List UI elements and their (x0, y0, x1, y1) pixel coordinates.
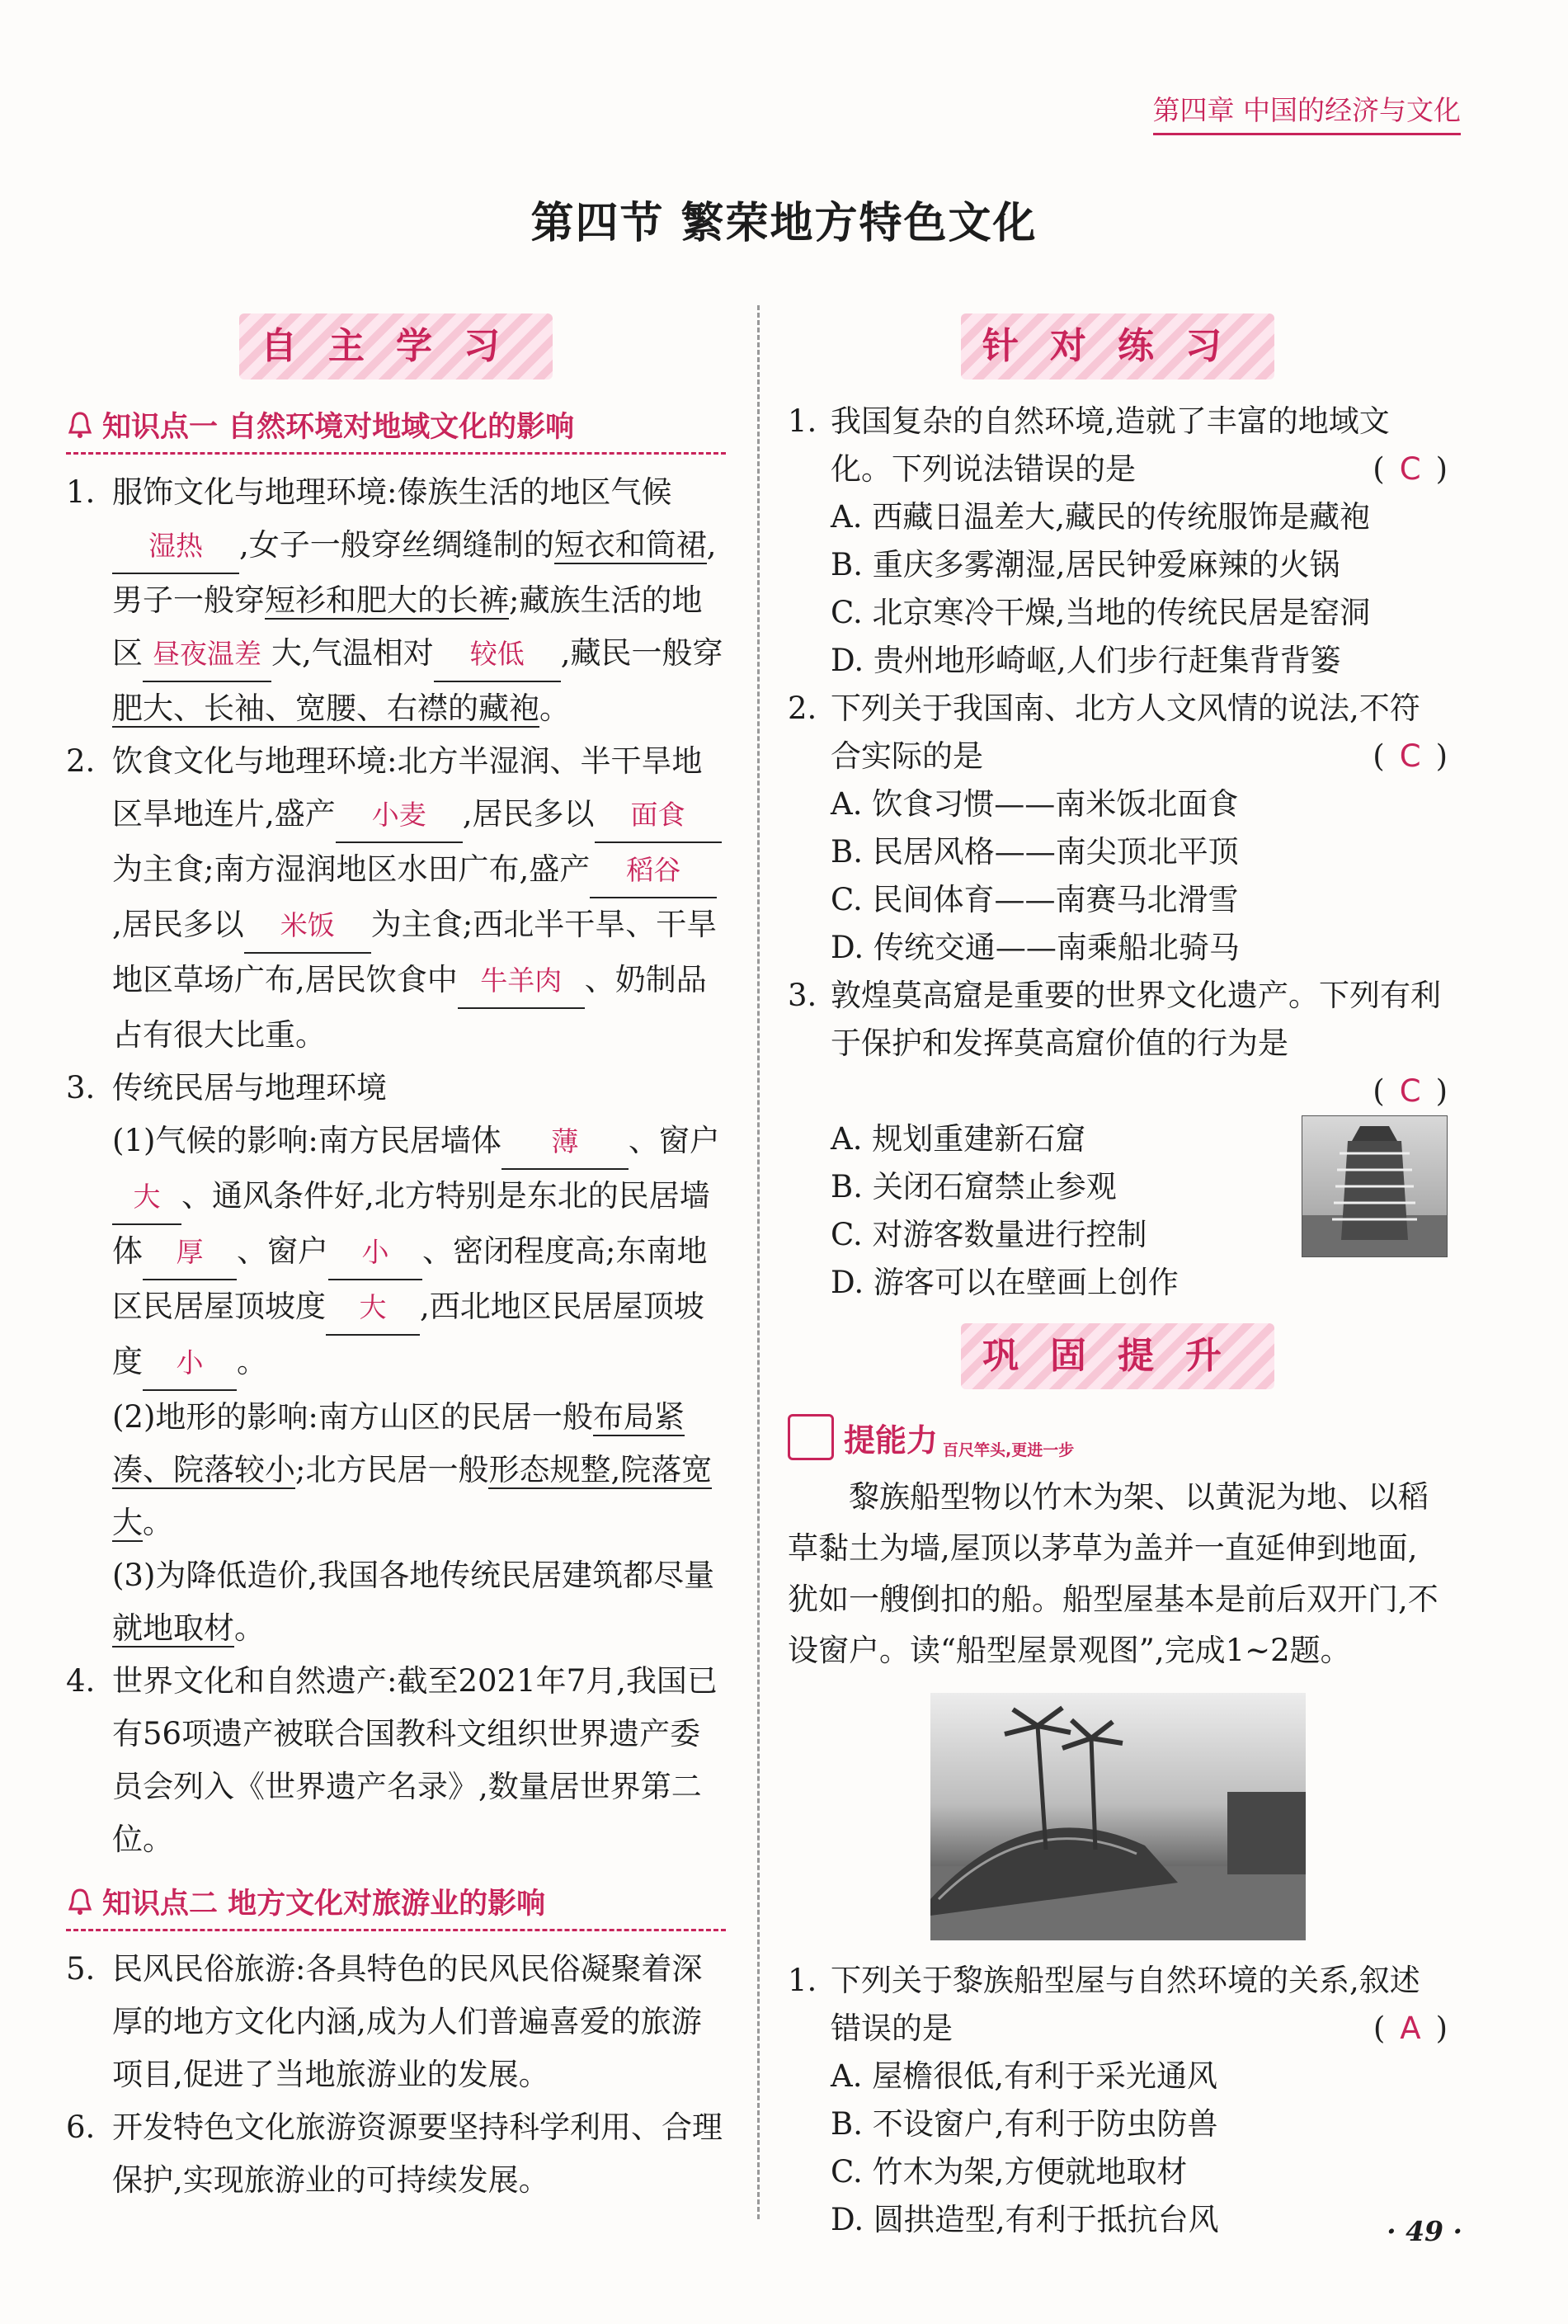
answer-blank: 米饭 (244, 899, 371, 954)
option: D. 游客可以在壁画上创作 (831, 1265, 1179, 1300)
item-number: 5. (66, 1951, 96, 1987)
answer-blank: 昼夜温差 (143, 628, 271, 682)
list-item (66, 1062, 726, 1115)
text: (3)为降低造价,我国各地传统民居建筑都尽量 (112, 1558, 715, 1593)
boat-house-image (930, 1693, 1306, 1940)
option: C. 民间体育——南赛马北滑雪 (831, 882, 1239, 917)
answer-blank: 稻谷 (590, 844, 717, 898)
bell-icon (66, 411, 94, 439)
boat-house-photo (930, 1693, 1306, 1940)
underlined-text: 就地取材 (112, 1610, 234, 1646)
item-number: 6. (66, 2110, 96, 2145)
sub-item (66, 1549, 726, 1655)
mogao-caves-photo (1302, 1115, 1448, 1257)
knowledge-point-1-label: 知识点一 自然环境对地域文化的影响 (102, 411, 575, 444)
text: 服饰文化与地理环境:傣族生活的地区气候 (112, 474, 672, 510)
answer-blank: 牛羊肉 (458, 955, 585, 1009)
text: ,男子一般穿 (112, 527, 717, 618)
text: 世界文化和自然遗产:截至2021年7月,我国已有56项遗产被联合国教科文组织世界遗产委员会列入《世界遗产名录》,数量居世界第二位。 (112, 1663, 718, 1857)
question-stem: 我国复杂的自然环境,造就了丰富的地域文化。下列说法错误的是 (831, 403, 1390, 487)
option: C. 北京寒冷干燥,当地的传统民居是窑洞 (831, 595, 1371, 630)
text: 饮食文化与地理环境:北方半湿润、半干旱地区旱地连片,盛产 (112, 743, 703, 832)
text: 。 (143, 1505, 173, 1540)
option: D. 圆拱造型,有利于抵抗台风 (831, 2202, 1219, 2237)
text: 、窗户 (628, 1123, 720, 1158)
option: C. 对游客数量进行控制 (831, 1217, 1147, 1252)
answer: C (1399, 451, 1421, 487)
left-column (66, 313, 726, 2207)
passage: 黎族船型物以竹木为架、以黄泥为地、以稻草黏土为墙,屋顶以茅草为盖并一直延伸到地面,犹如一艘倒扣的船。船型屋基本是前后双开门,不设窗户。读“船型屋景观图”,完成1~2题。 (788, 1479, 1439, 1668)
underlined-text: 布局紧凑、院落较小 (112, 1399, 685, 1487)
answer-blank: 较低 (434, 628, 561, 682)
question-2 (788, 685, 1448, 780)
text: 开发特色文化旅游资源要坚持科学利用、合理保护,实现旅游业的可持续发展。 (112, 2110, 723, 2198)
text: 。 (234, 1610, 265, 1646)
sub-item (66, 1391, 726, 1549)
text: 、通风条件好,北方特别是东北的民居墙体 (112, 1178, 710, 1269)
option: B. 民居风格——南尖顶北平顶 (831, 834, 1239, 870)
item-number: 4. (66, 1663, 96, 1699)
question-number: 3. (788, 978, 817, 1013)
answer-blank: 小 (328, 1226, 422, 1280)
answer-blank: 大 (326, 1281, 420, 1336)
list-item (66, 2101, 726, 2207)
answer-blank: 薄 (501, 1115, 629, 1170)
answer-bracket: ( C ) (1373, 451, 1448, 487)
text: ;北方民居一般 (295, 1452, 489, 1487)
text: 民风民俗旅游:各具特色的民风民俗凝聚着深厚的地方文化内涵,成为人们普遍喜爱的旅游项目,促进了当地旅游业的发展。 (112, 1951, 703, 2092)
column-divider (757, 305, 760, 2219)
text: (1)气候的影响:南方民居墙体 (112, 1123, 501, 1158)
question-3 (788, 972, 1448, 1115)
text: ,藏民一般穿 (560, 635, 723, 671)
answer-blank: 小 (143, 1336, 237, 1391)
text: ,西北地区民居屋顶坡度 (112, 1289, 704, 1379)
text: 为主食;南方湿润地区水田广布,盛产 (112, 851, 591, 887)
pagoda-image (1302, 1116, 1447, 1256)
underlined-text: 肥大、长袖、宽腰、右襟的藏袍 (112, 691, 539, 726)
option: B. 关闭石窟禁止参观 (831, 1169, 1117, 1204)
underlined-text: 形态规整,院落宽大 (112, 1452, 713, 1540)
answer-blank: 厚 (143, 1226, 237, 1280)
answer: A (1400, 2011, 1421, 2046)
bell-icon (66, 1888, 94, 1916)
underlined-text: 短衫和肥大的长裤 (265, 582, 509, 618)
option: D. 贵州地形崎岖,人们步行赶集背背篓 (831, 643, 1341, 678)
sub-item (66, 1115, 726, 1391)
question-1 (788, 398, 1448, 493)
option: A. 屋檐很低,有利于采光通风 (831, 2058, 1218, 2094)
answer: C (1399, 738, 1421, 774)
text: 传统民居与地理环境 (112, 1070, 387, 1105)
item-number: 2. (66, 743, 96, 779)
text: ;藏族生活的地区 (112, 582, 703, 671)
scroll-icon (788, 1414, 834, 1460)
item-number: 3. (66, 1070, 96, 1105)
text: 大,气温相对 (271, 635, 434, 671)
option: A. 西藏日温差大,藏民的传统服饰是藏袍 (831, 499, 1371, 535)
answer-bracket: ( A ) (1373, 2011, 1448, 2046)
list-item (66, 466, 726, 735)
answer-blank: 面食 (595, 789, 722, 843)
question-stem: 下列关于黎族船型屋与自然环境的关系,叙述错误的是 (831, 1963, 1420, 2046)
answer-blank: 大 (112, 1171, 181, 1225)
text: ,女子一般穿丝绸缝制的 (239, 527, 554, 563)
knowledge-point-2 (66, 1874, 726, 1931)
text: 。 (237, 1344, 267, 1379)
option: D. 传统交通——南乘船北骑马 (831, 930, 1240, 965)
answer-bracket: ( C ) (1373, 1073, 1448, 1109)
question-number: 2. (788, 691, 817, 726)
knowledge-point-1 (66, 398, 726, 455)
question-3-options (788, 1115, 1448, 1307)
list-item (66, 1943, 726, 2101)
ability-title: 提能力 (844, 1422, 939, 1459)
text: (2)地形的影响:南方山区的民居一般 (112, 1399, 593, 1435)
ability-header (788, 1414, 1448, 1460)
option: B. 重庆多雾潮湿,居民钟爱麻辣的火锅 (831, 547, 1340, 582)
answer-bracket: ( C ) (1373, 738, 1448, 774)
chapter-header: 第四章 中国的经济与文化 (1153, 89, 1462, 135)
text: 。 (539, 691, 570, 726)
list-item (66, 735, 726, 1062)
text: 、窗户 (237, 1233, 328, 1269)
text: 为主食;西北半干旱、干旱地区草场广布,居民饮食中 (112, 907, 718, 997)
section-title: 第四节 繁荣地方特色文化 (530, 199, 1038, 248)
answer-blank: 小麦 (336, 789, 463, 843)
text: ,居民多以 (462, 796, 595, 832)
question-number: 1. (788, 1963, 817, 1998)
question-stem: 敦煌莫高窟是重要的世界文化遗产。下列有利于保护和发挥莫高窟价值的行为是 (831, 978, 1441, 1061)
page-number: · 49 · (1387, 2215, 1462, 2247)
option: A. 饮食习惯——南米饭北面食 (831, 786, 1239, 822)
answer: C (1399, 1073, 1421, 1109)
list-item (66, 1655, 726, 1866)
text: 、密闭程度高;东南地区民居屋顶坡度 (112, 1233, 708, 1324)
question-stem: 下列关于我国南、北方人文风情的说法,不符合实际的是 (831, 691, 1420, 774)
question-4 (788, 1957, 1448, 2053)
option: B. 不设窗户,有利于防虫防兽 (831, 2106, 1218, 2142)
ability-slogan: 百尺竿头,更进一步 (943, 1441, 1075, 1459)
item-number: 1. (66, 474, 96, 510)
question-number: 1. (788, 403, 817, 439)
right-column (788, 313, 1448, 2244)
consolidate-banner: 巩固提升 (961, 1323, 1274, 1389)
self-study-banner: 自主学习 (239, 313, 553, 379)
text: 、奶制品占有很大比重。 (112, 962, 707, 1053)
option: C. 竹木为架,方便就地取材 (831, 2154, 1188, 2190)
underlined-text: 短衣和筒裙 (553, 527, 707, 563)
answer-blank: 湿热 (112, 520, 239, 574)
text: ,居民多以 (112, 907, 244, 942)
practice-banner: 针对练习 (961, 313, 1274, 379)
option: A. 规划重建新石窟 (831, 1121, 1086, 1157)
knowledge-point-2-label: 知识点二 地方文化对旅游业的影响 (102, 1888, 546, 1921)
